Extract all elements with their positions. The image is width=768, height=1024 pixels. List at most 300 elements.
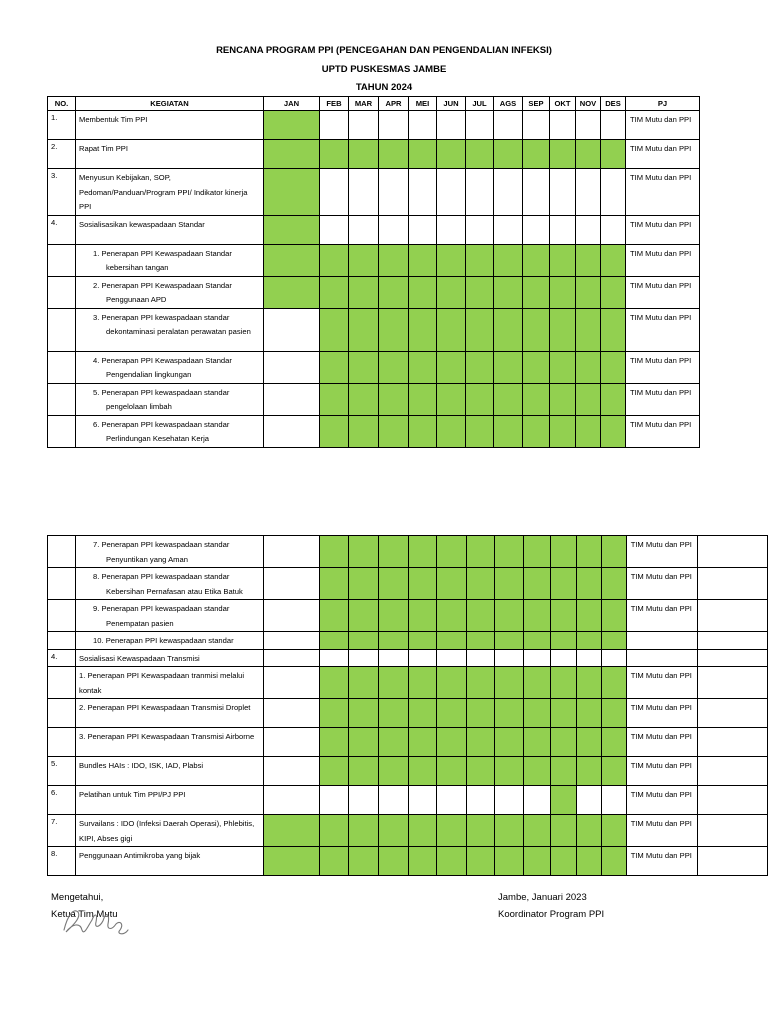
month-cell-active: [437, 383, 466, 415]
month-cell-active: [550, 351, 576, 383]
row-number: 4.: [48, 215, 76, 244]
month-cell-empty: [264, 786, 320, 815]
month-cell-active: [320, 140, 349, 169]
pj-cell: TIM Mutu dan PPI: [626, 728, 697, 757]
month-cell-empty: [576, 169, 601, 216]
month-cell-empty: [466, 111, 494, 140]
month-cell-active: [320, 667, 349, 699]
month-cell-active: [466, 308, 494, 351]
month-cell-empty: [264, 351, 320, 383]
month-cell-active: [466, 351, 494, 383]
doc-title-line1: RENCANA PROGRAM PPI (PENCEGAHAN DAN PENGENDALIAN INFEKSI): [216, 45, 552, 56]
month-cell-active: [379, 815, 409, 847]
month-cell-active: [349, 244, 379, 276]
table-row: [48, 383, 700, 415]
month-cell-active: [523, 600, 550, 632]
row-number: 2.: [48, 140, 76, 169]
extra-empty-cell: [697, 786, 767, 815]
row-number: [48, 308, 76, 351]
month-cell-active: [466, 568, 494, 600]
table-row: [48, 600, 768, 632]
activity-cell: 6. Penerapan PPI kewaspadaan standar Perlindungan Kesehatan Kerja: [76, 415, 264, 447]
month-cell-empty: [349, 169, 379, 216]
month-cell-active: [494, 308, 523, 351]
col-header-month: OKT: [550, 97, 576, 111]
activity-cell: Rapat Tim PPI: [76, 140, 264, 169]
col-header-month: APR: [379, 97, 409, 111]
month-cell-empty: [264, 699, 320, 728]
pj-cell: TIM Mutu dan PPI: [626, 757, 697, 786]
month-cell-empty: [264, 568, 320, 600]
month-cell-active: [437, 351, 466, 383]
month-cell-active: [550, 536, 576, 568]
activity-cell: 1. Penerapan PPI Kewaspadaan tranmisi melalui kontak: [76, 667, 264, 699]
col-header-month: AGS: [494, 97, 523, 111]
month-cell-active: [437, 568, 466, 600]
month-cell-active: [320, 568, 349, 600]
month-cell-empty: [601, 215, 626, 244]
month-cell-active: [601, 757, 626, 786]
month-cell-active: [494, 632, 523, 650]
month-cell-active: [320, 415, 349, 447]
month-cell-active: [409, 536, 437, 568]
col-header-month: MEI: [409, 97, 437, 111]
col-header-month: SEP: [523, 97, 550, 111]
month-cell-empty: [550, 649, 576, 667]
month-cell-active: [379, 140, 409, 169]
month-cell-active: [550, 415, 576, 447]
month-cell-empty: [494, 215, 523, 244]
col-header-month: JAN: [264, 97, 320, 111]
month-cell-active: [550, 815, 576, 847]
row-number: [48, 244, 76, 276]
month-cell-active: [550, 757, 576, 786]
month-cell-active: [601, 244, 626, 276]
activity-cell: 8. Penerapan PPI kewaspadaan standar Kebersihan Pernafasan atau Etika Batuk: [76, 568, 264, 600]
month-cell-active: [576, 568, 601, 600]
month-cell-active: [576, 757, 601, 786]
month-cell-active: [349, 276, 379, 308]
col-header-month: DES: [601, 97, 626, 111]
month-cell-empty: [523, 111, 550, 140]
month-cell-active: [437, 308, 466, 351]
pj-cell: [626, 632, 697, 650]
month-cell-empty: [601, 649, 626, 667]
table-row: [48, 536, 768, 568]
month-cell-active: [523, 667, 550, 699]
table-row: [48, 632, 768, 650]
month-cell-active: [409, 600, 437, 632]
table-row: [48, 568, 768, 600]
month-cell-active: [523, 568, 550, 600]
month-cell-active: [494, 276, 523, 308]
pj-cell: TIM Mutu dan PPI: [626, 415, 700, 447]
handwritten-signature: [58, 900, 133, 942]
month-cell-empty: [437, 215, 466, 244]
month-cell-active: [409, 632, 437, 650]
month-cell-active: [550, 140, 576, 169]
month-cell-active: [320, 815, 349, 847]
month-cell-active: [349, 632, 379, 650]
month-cell-active: [379, 536, 409, 568]
row-number: 4.: [48, 649, 76, 667]
pj-cell: TIM Mutu dan PPI: [626, 140, 700, 169]
month-cell-empty: [264, 383, 320, 415]
activity-cell: 9. Penerapan PPI kewaspadaan standar Penempatan pasien: [76, 600, 264, 632]
activity-cell: 5. Penerapan PPI kewaspadaan standar pengelolaan limbah: [76, 383, 264, 415]
month-cell-active: [550, 244, 576, 276]
activity-cell: Menyusun Kebijakan, SOP, Pedoman/Panduan/Program PPI/ Indikator kinerja PPI: [76, 169, 264, 216]
month-cell-active: [320, 728, 349, 757]
month-cell-active: [466, 815, 494, 847]
month-cell-active: [576, 276, 601, 308]
month-cell-active: [601, 699, 626, 728]
month-cell-empty: [466, 786, 494, 815]
doc-title-line3: TAHUN 2024: [355, 82, 413, 93]
pj-cell: TIM Mutu dan PPI: [626, 667, 697, 699]
month-cell-active: [494, 699, 523, 728]
extra-empty-cell: [697, 699, 767, 728]
month-cell-active: [409, 757, 437, 786]
month-cell-active: [550, 276, 576, 308]
month-cell-active: [576, 815, 601, 847]
col-header-pj: PJ: [626, 97, 700, 111]
month-cell-empty: [437, 649, 466, 667]
month-cell-active: [576, 847, 601, 876]
month-cell-active: [264, 215, 320, 244]
month-cell-active: [349, 757, 379, 786]
month-cell-active: [320, 600, 349, 632]
month-cell-active: [437, 847, 466, 876]
month-cell-active: [349, 415, 379, 447]
month-cell-active: [379, 351, 409, 383]
col-header-month: FEB: [320, 97, 349, 111]
col-header-no: NO.: [48, 97, 76, 111]
row-number: [48, 728, 76, 757]
month-cell-active: [437, 667, 466, 699]
col-header-month: MAR: [349, 97, 379, 111]
activity-cell: 4. Penerapan PPI Kewaspadaan Standar Pengendalian lingkungan: [76, 351, 264, 383]
month-cell-active: [379, 699, 409, 728]
month-cell-active: [466, 667, 494, 699]
month-cell-active: [379, 728, 409, 757]
month-cell-active: [409, 847, 437, 876]
month-cell-empty: [320, 649, 349, 667]
month-cell-empty: [523, 649, 550, 667]
month-cell-active: [550, 383, 576, 415]
month-cell-active: [409, 244, 437, 276]
month-cell-empty: [466, 649, 494, 667]
month-cell-active: [349, 847, 379, 876]
month-cell-active: [264, 847, 320, 876]
month-cell-active: [349, 600, 379, 632]
month-cell-active: [494, 600, 523, 632]
month-cell-active: [437, 140, 466, 169]
month-cell-active: [264, 169, 320, 216]
month-cell-active: [494, 383, 523, 415]
month-cell-active: [523, 536, 550, 568]
pj-cell: TIM Mutu dan PPI: [626, 815, 697, 847]
month-cell-active: [494, 351, 523, 383]
month-cell-active: [320, 632, 349, 650]
month-cell-active: [409, 667, 437, 699]
activity-cell: 7. Penerapan PPI kewaspadaan standar Penyuntikan yang Aman: [76, 536, 264, 568]
month-cell-empty: [576, 111, 601, 140]
month-cell-empty: [320, 786, 349, 815]
pj-cell: TIM Mutu dan PPI: [626, 111, 700, 140]
month-cell-active: [437, 600, 466, 632]
month-cell-active: [409, 276, 437, 308]
month-cell-active: [576, 667, 601, 699]
month-cell-active: [494, 667, 523, 699]
month-cell-empty: [576, 786, 601, 815]
month-cell-active: [437, 728, 466, 757]
month-cell-active: [409, 140, 437, 169]
month-cell-empty: [466, 215, 494, 244]
month-cell-empty: [379, 649, 409, 667]
month-cell-active: [601, 728, 626, 757]
month-cell-active: [576, 140, 601, 169]
month-cell-active: [437, 757, 466, 786]
pj-cell: TIM Mutu dan PPI: [626, 786, 697, 815]
table-row: [48, 728, 768, 757]
extra-empty-cell: [697, 632, 767, 650]
month-cell-empty: [601, 169, 626, 216]
table-row: [48, 415, 700, 447]
month-cell-active: [601, 568, 626, 600]
extra-empty-cell: [697, 536, 767, 568]
table-row: [48, 757, 768, 786]
month-cell-active: [437, 244, 466, 276]
month-cell-active: [494, 847, 523, 876]
row-number: [48, 600, 76, 632]
month-cell-active: [379, 244, 409, 276]
activity-cell: 1. Penerapan PPI Kewaspadaan Standar kebersihan tangan: [76, 244, 264, 276]
activity-cell: Survailans : IDO (Infeksi Daerah Operasi), Phlebitis, KIPI, Abses gigi: [76, 815, 264, 847]
month-cell-empty: [550, 111, 576, 140]
row-number: [48, 536, 76, 568]
table-row: [48, 699, 768, 728]
activity-cell: Membentuk Tim PPI: [76, 111, 264, 140]
activity-cell: 10. Penerapan PPI kewaspadaan standar: [76, 632, 264, 650]
col-header-month: JUN: [437, 97, 466, 111]
pj-cell: TIM Mutu dan PPI: [626, 215, 700, 244]
month-cell-active: [523, 140, 550, 169]
month-cell-active: [264, 815, 320, 847]
month-cell-empty: [601, 786, 626, 815]
month-cell-active: [550, 600, 576, 632]
month-cell-active: [409, 308, 437, 351]
month-cell-empty: [349, 649, 379, 667]
month-cell-active: [466, 383, 494, 415]
footer-left-line2: Ketua Tim Mutu: [51, 909, 118, 920]
row-number: 6.: [48, 786, 76, 815]
month-cell-active: [320, 699, 349, 728]
activity-cell: 3. Penerapan PPI kewaspadaan standar dekontaminasi peralatan perawatan pasien: [76, 308, 264, 351]
month-cell-active: [379, 308, 409, 351]
month-cell-active: [349, 699, 379, 728]
activity-cell: 3. Penerapan PPI Kewaspadaan Transmisi Airborne: [76, 728, 264, 757]
row-number: 3.: [48, 169, 76, 216]
pj-cell: [626, 649, 697, 667]
month-cell-active: [494, 757, 523, 786]
month-cell-active: [409, 815, 437, 847]
month-cell-active: [466, 600, 494, 632]
month-cell-empty: [494, 649, 523, 667]
month-cell-active: [494, 568, 523, 600]
month-cell-active: [379, 383, 409, 415]
table-row: [48, 815, 768, 847]
month-cell-empty: [409, 649, 437, 667]
month-cell-active: [466, 244, 494, 276]
month-cell-active: [379, 415, 409, 447]
month-cell-active: [523, 244, 550, 276]
month-cell-active: [437, 276, 466, 308]
month-cell-active: [576, 383, 601, 415]
month-cell-active: [523, 815, 550, 847]
month-cell-active: [494, 815, 523, 847]
month-cell-active: [601, 308, 626, 351]
month-cell-active: [494, 140, 523, 169]
month-cell-active: [409, 728, 437, 757]
month-cell-active: [349, 667, 379, 699]
extra-empty-cell: [697, 757, 767, 786]
month-cell-active: [437, 632, 466, 650]
month-cell-active: [576, 351, 601, 383]
month-cell-empty: [437, 169, 466, 216]
month-cell-empty: [523, 786, 550, 815]
month-cell-empty: [264, 757, 320, 786]
month-cell-active: [601, 632, 626, 650]
month-cell-empty: [409, 169, 437, 216]
month-cell-active: [601, 600, 626, 632]
row-number: [48, 415, 76, 447]
month-cell-active: [409, 568, 437, 600]
pj-cell: TIM Mutu dan PPI: [626, 351, 700, 383]
activity-cell: Penggunaan Antimikroba yang bijak: [76, 847, 264, 876]
row-number: [48, 383, 76, 415]
extra-empty-cell: [697, 728, 767, 757]
month-cell-active: [601, 351, 626, 383]
pj-cell: TIM Mutu dan PPI: [626, 568, 697, 600]
month-cell-active: [601, 815, 626, 847]
month-cell-active: [523, 308, 550, 351]
month-cell-active: [379, 757, 409, 786]
month-cell-active: [601, 415, 626, 447]
month-cell-active: [437, 699, 466, 728]
table-row: [48, 244, 700, 276]
month-cell-active: [523, 847, 550, 876]
month-cell-empty: [494, 111, 523, 140]
month-cell-active: [264, 244, 320, 276]
table-row: [48, 140, 700, 169]
month-cell-active: [264, 276, 320, 308]
month-cell-active: [349, 536, 379, 568]
month-cell-active: [550, 568, 576, 600]
row-number: 7.: [48, 815, 76, 847]
month-cell-active: [409, 415, 437, 447]
month-cell-active: [523, 383, 550, 415]
table-row: [48, 351, 700, 383]
month-cell-active: [550, 632, 576, 650]
month-cell-active: [320, 308, 349, 351]
month-cell-empty: [437, 786, 466, 815]
month-cell-empty: [264, 728, 320, 757]
month-cell-active: [576, 308, 601, 351]
month-cell-empty: [437, 111, 466, 140]
month-cell-active: [320, 244, 349, 276]
month-cell-empty: [349, 215, 379, 244]
row-number: [48, 351, 76, 383]
col-header-kegiatan: KEGIATAN: [76, 97, 264, 111]
month-cell-empty: [550, 215, 576, 244]
month-cell-empty: [523, 169, 550, 216]
month-cell-active: [576, 415, 601, 447]
month-cell-active: [379, 568, 409, 600]
month-cell-active: [466, 728, 494, 757]
extra-empty-cell: [697, 667, 767, 699]
row-number: [48, 632, 76, 650]
table-row: [48, 215, 700, 244]
program-table-page1: [47, 96, 700, 448]
pj-cell: TIM Mutu dan PPI: [626, 169, 700, 216]
month-cell-empty: [379, 169, 409, 216]
month-cell-active: [349, 308, 379, 351]
month-cell-active: [466, 847, 494, 876]
month-cell-active: [379, 632, 409, 650]
month-cell-active: [466, 536, 494, 568]
month-cell-active: [601, 383, 626, 415]
month-cell-active: [601, 847, 626, 876]
pj-cell: TIM Mutu dan PPI: [626, 536, 697, 568]
table-header-row: [48, 97, 700, 111]
month-cell-empty: [466, 169, 494, 216]
month-cell-empty: [550, 169, 576, 216]
month-cell-active: [349, 815, 379, 847]
month-cell-active: [576, 600, 601, 632]
activity-cell: 2. Penerapan PPI Kewaspadaan Transmisi Droplet: [76, 699, 264, 728]
month-cell-active: [550, 847, 576, 876]
month-cell-empty: [320, 215, 349, 244]
activity-cell: Pelatihan untuk Tim PPI/PJ PPI: [76, 786, 264, 815]
month-cell-active: [523, 632, 550, 650]
row-number: [48, 667, 76, 699]
month-cell-active: [601, 276, 626, 308]
footer-left-line1: Mengetahui,: [51, 892, 104, 903]
month-cell-empty: [264, 600, 320, 632]
month-cell-active: [349, 351, 379, 383]
month-cell-active: [523, 276, 550, 308]
month-cell-active: [320, 757, 349, 786]
row-number: [48, 568, 76, 600]
month-cell-empty: [576, 649, 601, 667]
month-cell-active: [550, 728, 576, 757]
month-cell-empty: [494, 169, 523, 216]
month-cell-active: [550, 667, 576, 699]
month-cell-empty: [409, 215, 437, 244]
pj-cell: TIM Mutu dan PPI: [626, 699, 697, 728]
extra-empty-cell: [697, 568, 767, 600]
month-cell-active: [320, 847, 349, 876]
pj-cell: TIM Mutu dan PPI: [626, 847, 697, 876]
table-row: [48, 649, 768, 667]
table-row: [48, 169, 700, 216]
month-cell-active: [379, 276, 409, 308]
month-cell-empty: [264, 308, 320, 351]
col-header-month: JUL: [466, 97, 494, 111]
activity-cell: Sosialisasi Kewaspadaan Transmisi: [76, 649, 264, 667]
month-cell-active: [320, 276, 349, 308]
